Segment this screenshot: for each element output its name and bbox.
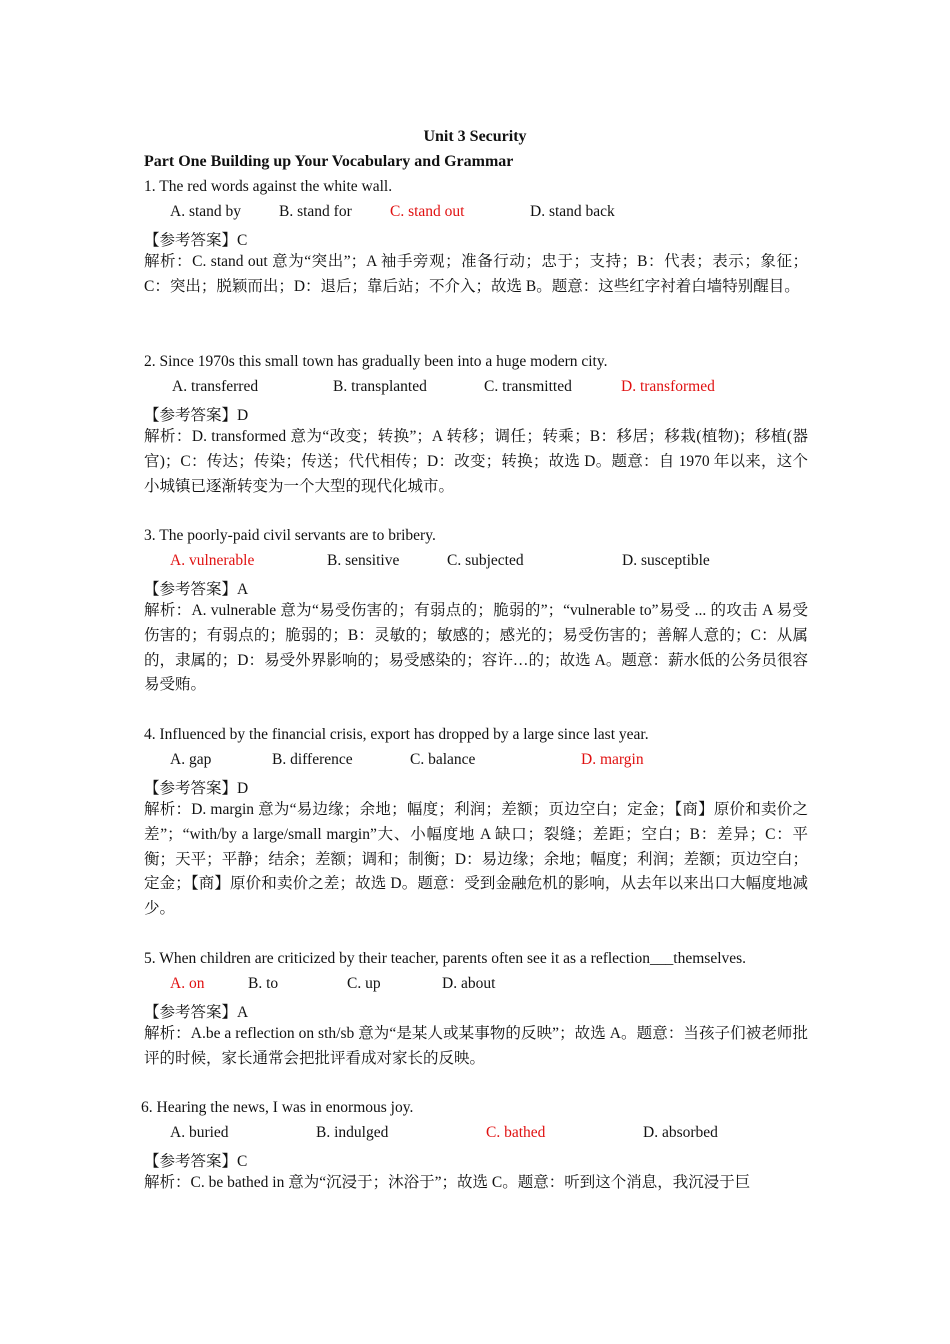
question-3-option-c: C. subjected: [447, 552, 524, 569]
question-1-answer: 【参考答案】C: [144, 232, 248, 249]
question-6-analysis: 解析：C. be bathed in 意为“沉浸于；沐浴于”；故选 C。题意：听到这个消息，我沉浸于巨: [144, 1174, 751, 1191]
question-3-analysis: 解析：A. vulnerable 意为“易受伤害的；有弱点的；脆弱的”；“vulnerable to”易受 ... 的攻击 A 易受伤害的；有弱点的；脆弱的；B：灵敏的；敏感的；感光的；易受伤害的；善解人意的；C：从属的，隶属的；D：易受外界影响的；易受感染的；容许…的；故选 A。题意：薪水低的公务员很容易受贿。: [144, 602, 808, 694]
question-3-answer: 【参考答案】A: [144, 581, 249, 598]
question-6-option-d: D. absorbed: [643, 1124, 718, 1141]
question-5-stem: 5. When children are criticized by their teacher, parents often see it as a reflection___themselves.: [144, 950, 747, 967]
question-4-option-b: B. difference: [272, 751, 353, 768]
question-1-stem: 1. The red words against the white wall.: [144, 178, 393, 195]
question-2-answer: 【参考答案】D: [144, 407, 249, 424]
question-2-stem: 2. Since 1970s this small town has gradually been into a huge modern city.: [144, 353, 608, 370]
question-6-stem: 6. Hearing the news, I was in enormous joy.: [141, 1099, 414, 1116]
question-2-analysis: 解析：D. transformed 意为“改变；转换”；A 转移；调任；转乘；B：移居；移栽(植物)；移植(器官)；C：传达；传染；传送；代代相传；D：改变；转换；故选 D。题意：自 1970 年以来，这个小城镇已逐渐转变为一个大型的现代化城市。: [144, 428, 808, 495]
question-5-option-b: B. to: [248, 975, 279, 992]
question-3-option-b: B. sensitive: [327, 552, 400, 569]
question-3-stem: 3. The poorly-paid civil servants are to bribery.: [144, 527, 436, 544]
question-2-option-b: B. transplanted: [333, 378, 427, 395]
question-4-option-a: A. gap: [170, 751, 212, 768]
question-5-answer: 【参考答案】A: [144, 1004, 249, 1021]
question-5-option-d: D. about: [442, 975, 496, 992]
part-heading: Part One Building up Your Vocabulary and Grammar: [144, 153, 514, 170]
question-2-option-c: C. transmitted: [484, 378, 572, 395]
question-4-stem: 4. Influenced by the financial crisis, export has dropped by a large since last year.: [144, 726, 649, 743]
document-title: Unit 3 Security: [423, 128, 527, 145]
question-5-option-a-correct: A. on: [170, 975, 205, 992]
question-2-option-a: A. transferred: [172, 378, 259, 395]
question-5-analysis: 解析：A.be a reflection on sth/sb 意为“是某人或某事物的反映”；故选 A。题意：当孩子们被老师批评的时候，家长通常会把批评看成对家长的反映。: [144, 1025, 808, 1067]
question-6-option-b: B. indulged: [316, 1124, 389, 1141]
question-1-option-c-correct: C. stand out: [390, 203, 465, 220]
question-6-option-a: A. buried: [170, 1124, 229, 1141]
question-4-answer: 【参考答案】D: [144, 780, 249, 797]
question-3-option-a-correct: A. vulnerable: [170, 552, 255, 569]
question-5-option-c: C. up: [347, 975, 381, 992]
question-1-option-b: B. stand for: [279, 203, 352, 220]
question-6-answer: 【参考答案】C: [144, 1153, 248, 1170]
question-2-option-d-correct: D. transformed: [621, 378, 715, 395]
question-4-option-c: C. balance: [410, 751, 476, 768]
question-4-option-d-correct: D. margin: [581, 751, 644, 768]
question-4-analysis: 解析：D. margin 意为“易边缘；余地；幅度；利润；差额；页边空白；定金；【商】原价和卖价之差”；“with/by a large/small margin”大、小幅度地 A 缺口；裂缝；差距；空白；B：差异；C：平衡；天平；平静；结余；差额；调和；制衡；D：易边缘；余地；幅度；利润；差额；页边空白；定金；【商】原价和卖价之差；故选 D。题意：受到金融危机的影响，从去年以来出口大幅度地减少。: [144, 801, 808, 918]
question-1-option-d: D. stand back: [530, 203, 615, 220]
question-1-option-a: A. stand by: [170, 203, 242, 220]
question-3-option-d: D. susceptible: [622, 552, 710, 569]
question-6-option-c-correct: C. bathed: [486, 1124, 546, 1141]
question-1-analysis: 解析：C. stand out 意为“突出”；A 袖手旁观；准备行动；忠于；支持；B：代表；表示；象征；C：突出；脱颖而出；D：退后；靠后站；不介入；故选 B。题意：这些红字衬着白墙特别醒目。: [144, 253, 808, 295]
